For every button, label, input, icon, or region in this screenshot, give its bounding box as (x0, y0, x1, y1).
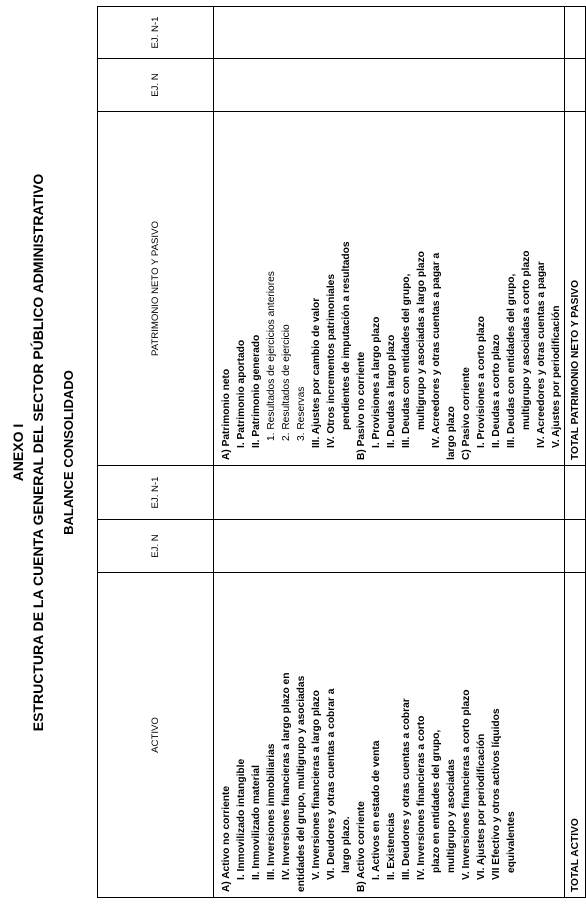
activo-ej-n-cell (214, 520, 565, 573)
pasivo-ej-n-1-cell (214, 7, 565, 59)
patrimonio-line: IV. Otros incrementos patrimoniales (326, 274, 337, 448)
activo-line: largo plazo. (341, 816, 352, 873)
header-row (98, 7, 214, 898)
col-header-patrimonio: PATRIMONIO NETO Y PASIVO (98, 112, 214, 466)
patrimonio-line: pendientes de imputación a resultados (341, 241, 352, 430)
patrimonio-line: multigrupo y asociadas a largo plazo (416, 251, 427, 430)
activo-line: multigrupo y asociadas (446, 759, 457, 873)
patrimonio-line: II. Deudas a corto plazo (491, 334, 502, 448)
activo-line: VI. Deudores y otras cuentas a cobrar a (326, 688, 337, 880)
activo-line: plazo en entidades del grupo, (431, 729, 442, 873)
annex-label: ANEXO I (10, 423, 26, 482)
activo-line: V. Inversiones financieras a largo plazo (311, 690, 322, 880)
col-header-ej-n-1: EJ. N-1 (98, 466, 214, 520)
patrimonio-line: V. Ajustes por periodificación (551, 305, 562, 448)
col-header-activo: ACTIVO (98, 573, 214, 898)
patrimonio-line: C) Pasivo corriente (461, 367, 472, 460)
activo-line: entidades del grupo, multigrupo y asociadas (296, 675, 307, 892)
activo-line: VI. Ajustes por periodificación (476, 733, 487, 880)
balance-table (97, 6, 586, 898)
total-activo-label: TOTAL ACTIVO (565, 573, 586, 898)
pasivo-ej-n-cell (214, 59, 565, 112)
activo-line: B) Activo corriente (356, 801, 367, 892)
activo-line: III. Inversiones inmobiliarias (266, 743, 277, 880)
activo-line: I. Inmovilizado intangible (236, 758, 247, 880)
patrimonio-line: 2. Resultados de ejercicio (281, 324, 292, 441)
patrimonio-line: III. Ajustes por cambio de valor (311, 297, 322, 448)
activo-line: V. Inversiones financieras a corto plazo (461, 689, 472, 880)
patrimonio-line: B) Pasivo no corriente (356, 351, 367, 460)
total-patrimonio-label: TOTAL PATRIMONIO NETO Y PASIVO (565, 112, 586, 466)
document-title: ESTRUCTURA DE LA CUENTA GENERAL DEL SECTOR PÚBLICO ADMINISTRATIVO (30, 173, 46, 732)
activo-line: IV. Inversiones financieras a largo plazo en (281, 672, 292, 880)
patrimonio-line: IV. Acreedores y otras cuentas a pagar (536, 261, 547, 448)
activo-list (214, 573, 519, 897)
activo-line: VII Efectivo y otros activos líquidos (491, 708, 502, 880)
total-pasivo-ej-n (565, 59, 586, 112)
activo-line: II. Inmovilizado material (251, 765, 262, 880)
patrimonio-cell (214, 112, 565, 466)
col-header-ej-n-pasivo: EJ. N (98, 59, 214, 112)
body-row (214, 7, 565, 898)
activo-ej-n-1-cell (214, 466, 565, 520)
activo-cell (214, 573, 565, 898)
total-row (565, 7, 586, 898)
activo-line: A) Activo no corriente (221, 785, 232, 892)
patrimonio-line: IV. Acreedores y otras cuentas a pagar a (431, 252, 442, 448)
patrimonio-line: I. Provisiones a corto plazo (476, 316, 487, 448)
total-pasivo-ej-n-1 (565, 7, 586, 59)
total-activo-ej-n (565, 520, 586, 573)
activo-line: II. Existencias (386, 812, 397, 880)
col-header-ej-n: EJ. N (98, 520, 214, 573)
col-header-ej-n-1-pasivo: EJ. N-1 (98, 7, 214, 59)
patrimonio-list (214, 112, 564, 465)
activo-line: IV. Inversiones financieras a corto (416, 715, 427, 880)
patrimonio-line: II. Deudas a largo plazo (386, 334, 397, 448)
total-activo-ej-n-1 (565, 466, 586, 520)
patrimonio-line: largo plazo (446, 406, 457, 460)
patrimonio-line: I. Patrimonio aportado (236, 339, 247, 448)
document-subtitle: BALANCE CONSOLIDADO (61, 370, 76, 535)
patrimonio-line: II. Patrimonio generado (251, 334, 262, 448)
activo-line: III. Deudores y otras cuentas a cobrar (401, 698, 412, 880)
patrimonio-line: I. Provisiones a largo plazo (371, 316, 382, 448)
activo-line: equivalentes (506, 811, 517, 873)
patrimonio-line: III. Deudas con entidades del grupo, (506, 273, 517, 448)
patrimonio-line: multigrupo y asociadas a corto plazo (521, 250, 532, 430)
patrimonio-line: 1. Resultados de ejercicios anteriores (266, 271, 277, 441)
patrimonio-line: A) Patrimonio neto (221, 368, 232, 460)
activo-line: I. Activos en estado de venta (371, 740, 382, 880)
patrimonio-line: III. Deudas con entidades del grupo, (401, 273, 412, 448)
patrimonio-line: 3. Reservas (296, 386, 307, 441)
